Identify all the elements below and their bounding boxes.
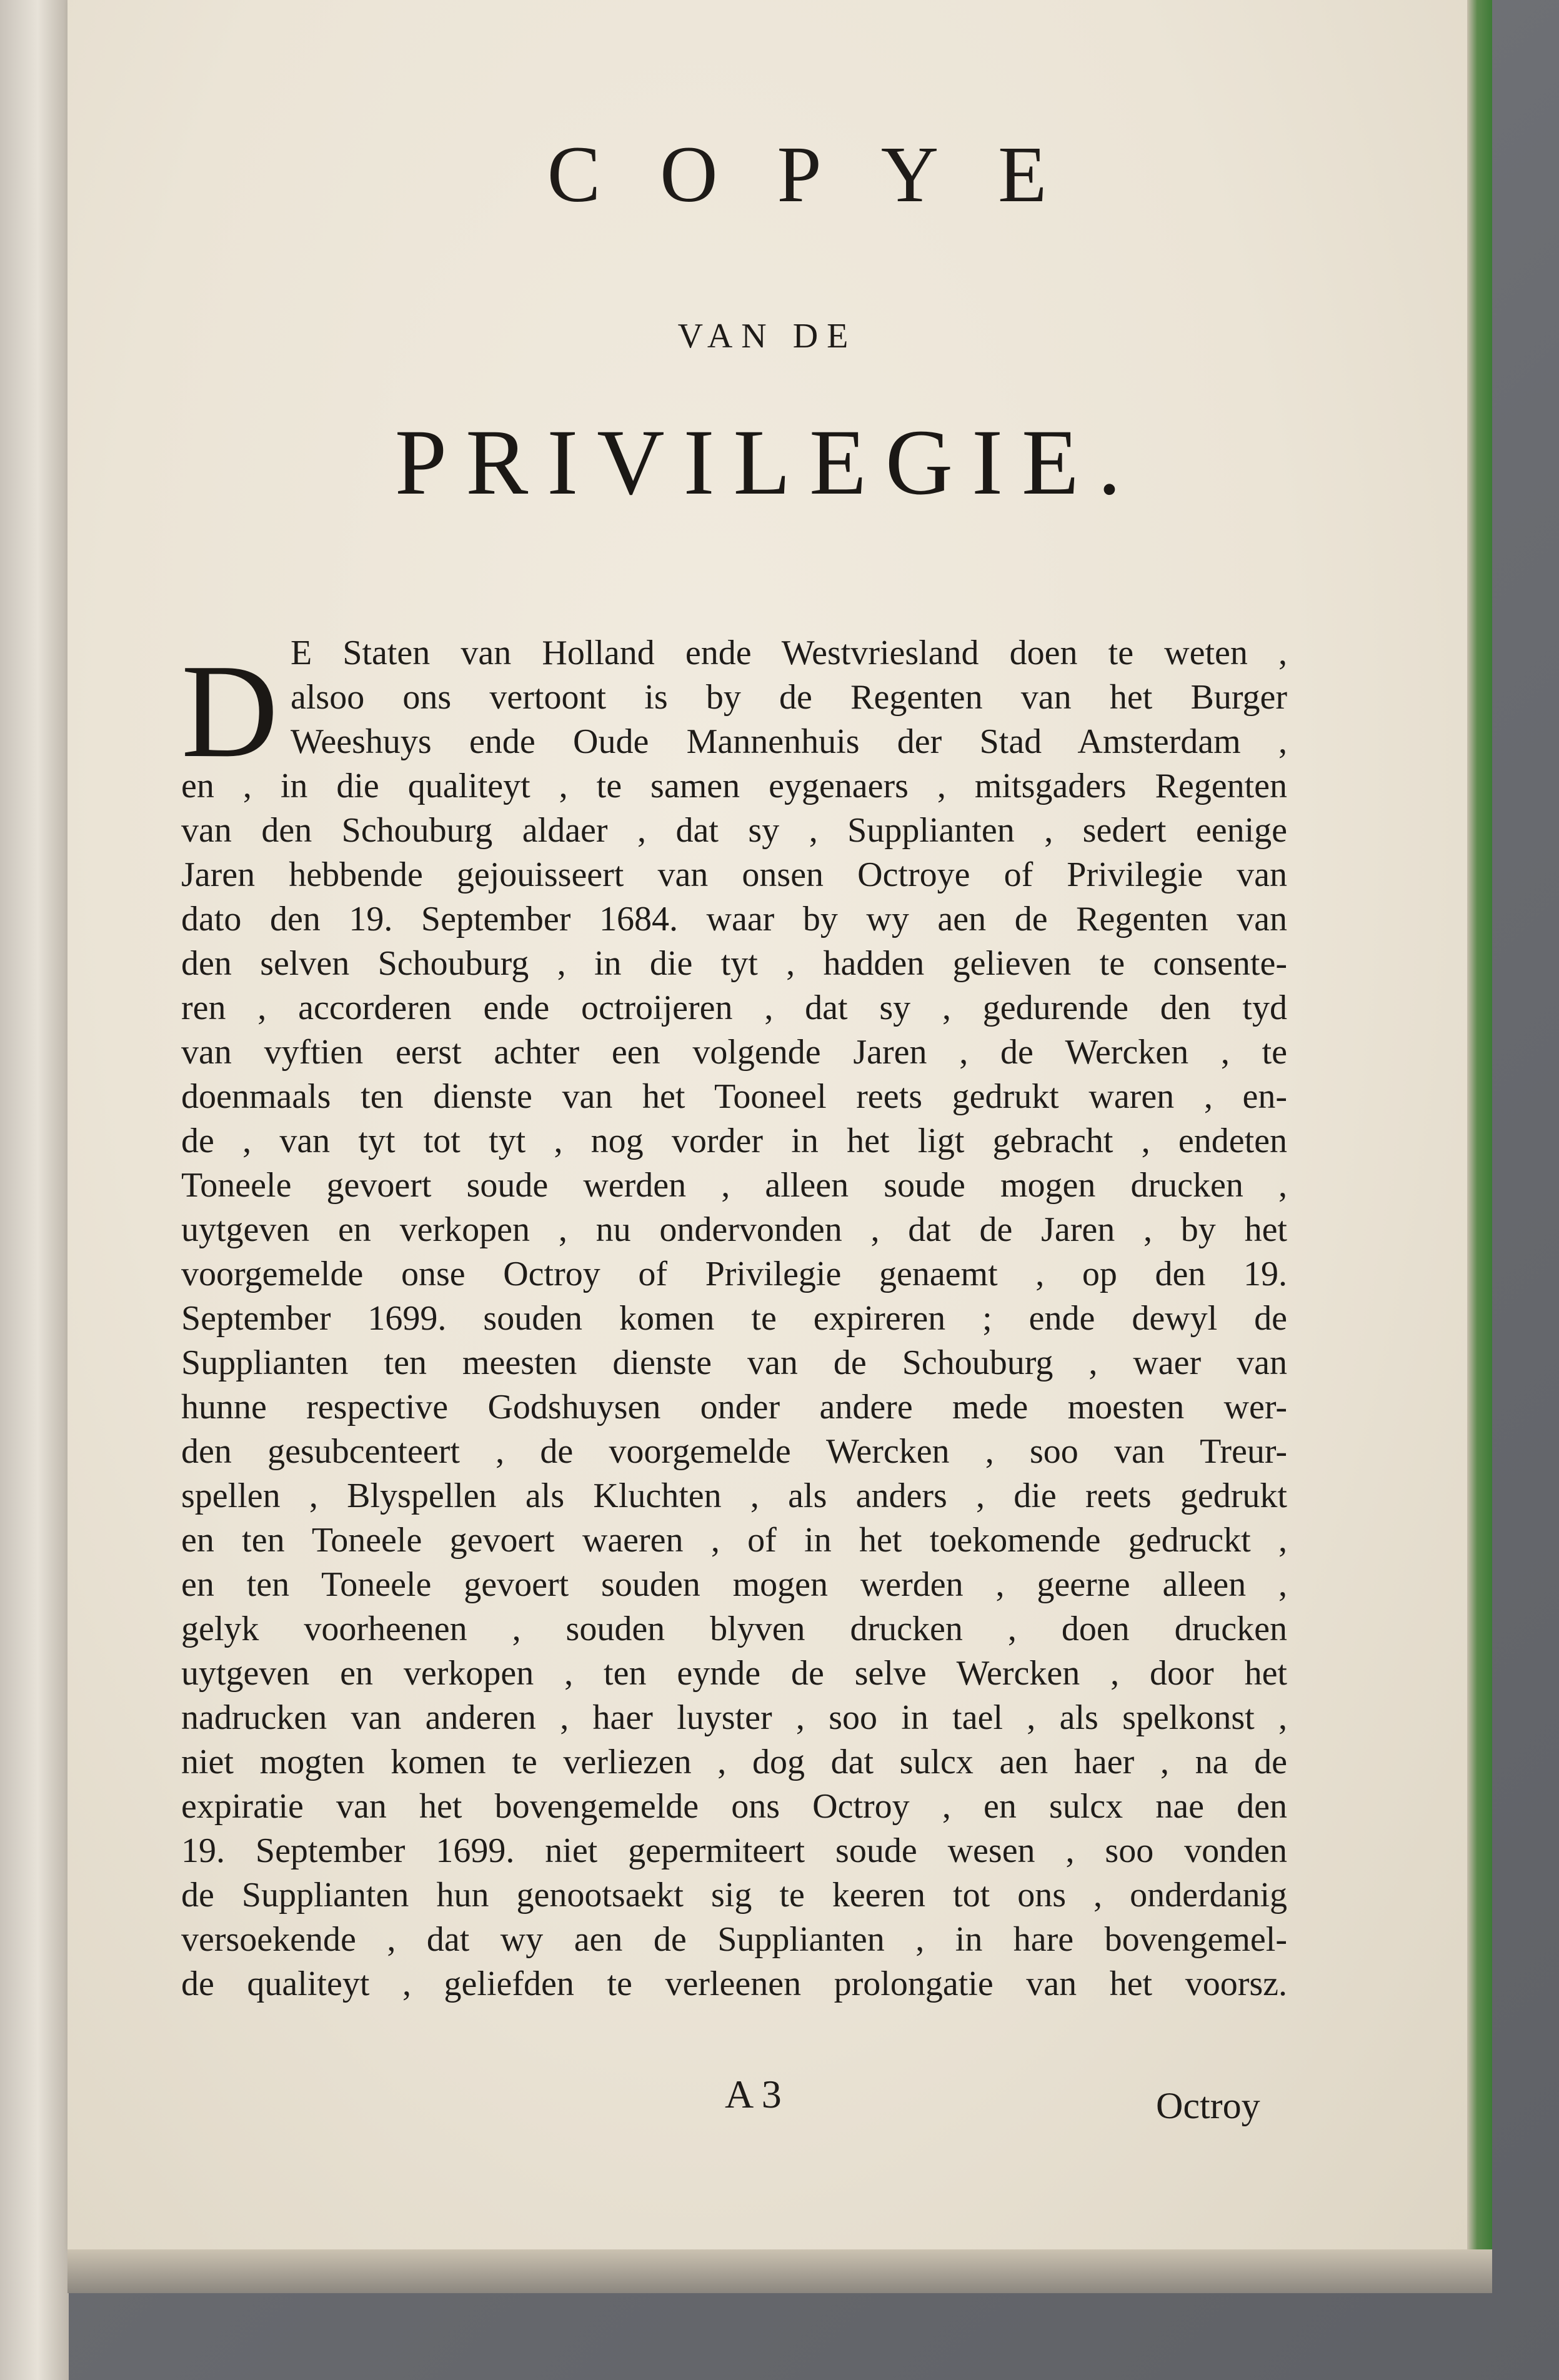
text-line: en ten Toneele gevoert souden mogen werden , geerne alleen , [181, 1565, 1287, 1604]
text-line: de , van tyt tot tyt , nog vorder in het ligt gebracht , endeten [181, 1122, 1287, 1160]
text-line: den selven Schouburg , in die tyt , hadden gelieven te consente- [181, 944, 1287, 983]
text-line: Weeshuys ende Oude Mannenhuis der Stad Amsterdam , [291, 722, 1287, 761]
text-line: den gesubcenteert , de voorgemelde Wercken , soo van Treur- [181, 1432, 1287, 1471]
title-copye: COPYE [547, 130, 1107, 219]
text-line: en , in die qualiteyt , te samen eygenaers , mitsgaders Regenten [181, 767, 1287, 805]
text-line: gelyk voorheenen , souden blyven drucken , doen drucken [181, 1610, 1287, 1648]
catchword: Octroy [1156, 2085, 1260, 2126]
book-cover-edge [1467, 0, 1492, 2281]
text-line: hunne respective Godshuysen onder andere mede moesten wer- [181, 1388, 1287, 1427]
text-line: voorgemelde onse Octroy of Privilegie genaemt , op den 19. [181, 1255, 1287, 1293]
text-line: uytgeven en verkopen , ten eynde de selve Wercken , door het [181, 1654, 1287, 1693]
text-line: Jaren hebbende gejouisseert van onsen Octroye of Privilegie van [181, 855, 1287, 894]
text-line: expiratie van het bovengemelde ons Octroy , en sulcx nae den [181, 1787, 1287, 1826]
text-line: van den Schouburg aldaer , dat sy , Supplianten , sedert eenige [181, 811, 1287, 850]
text-line: E Staten van Holland ende Westvriesland doen te weten , [291, 634, 1287, 672]
body-paragraph [181, 631, 1287, 2006]
text-line: ren , accorderen ende octroijeren , dat sy , gedurende den tyd [181, 988, 1287, 1027]
text-line: 19. September 1699. niet gepermiteert soude wesen , soo vonden [181, 1831, 1287, 1870]
text-line: en ten Toneele gevoert waeren , of in het toekomende gedruckt , [181, 1521, 1287, 1560]
drop-cap: D [181, 636, 279, 785]
text-line: uytgeven en verkopen , nu ondervonden , dat de Jaren , by het [181, 1210, 1287, 1249]
text-line: nadrucken van anderen , haer luyster , soo in tael , als spelkonst , [181, 1698, 1287, 1737]
text-line: September 1699. souden komen te expireren ; ende dewyl de [181, 1299, 1287, 1338]
left-page-edge [0, 0, 69, 2380]
signature-mark: A 3 [725, 2072, 782, 2116]
title-privilegie: PRIVILEGIE. [394, 411, 1140, 514]
text-line: de Supplianten hun genootsaekt sig te keeren tot ons , onderdanig [181, 1876, 1287, 1914]
text-line: van vyftien eerst achter een volgende Jaren , de Wercken , te [181, 1033, 1287, 1072]
text-line: Supplianten ten meesten dienste van de Schouburg , waer van [181, 1343, 1287, 1382]
text-line: alsoo ons vertoont is by de Regenten van het Burger [291, 678, 1287, 717]
page-bottom-edge [67, 2249, 1492, 2293]
text-line: spellen , Blyspellen als Kluchten , als anders , die reets gedrukt [181, 1476, 1287, 1515]
title-van-de: VAN DE [677, 317, 857, 356]
text-line: Toneele gevoert soude werden , alleen soude mogen drucken , [181, 1166, 1287, 1205]
text-line: de qualiteyt , geliefden te verleenen prolongatie van het voorsz. [181, 1964, 1287, 2003]
text-line: dato den 19. September 1684. waar by wy aen de Regenten van [181, 900, 1287, 939]
text-line: versoekende , dat wy aen de Supplianten , in hare bovengemel- [181, 1920, 1287, 1959]
text-line: doenmaals ten dienste van het Tooneel reets gedrukt waren , en- [181, 1077, 1287, 1116]
text-line: niet mogten komen te verliezen , dog dat sulcx aen haer , na de [181, 1743, 1287, 1781]
